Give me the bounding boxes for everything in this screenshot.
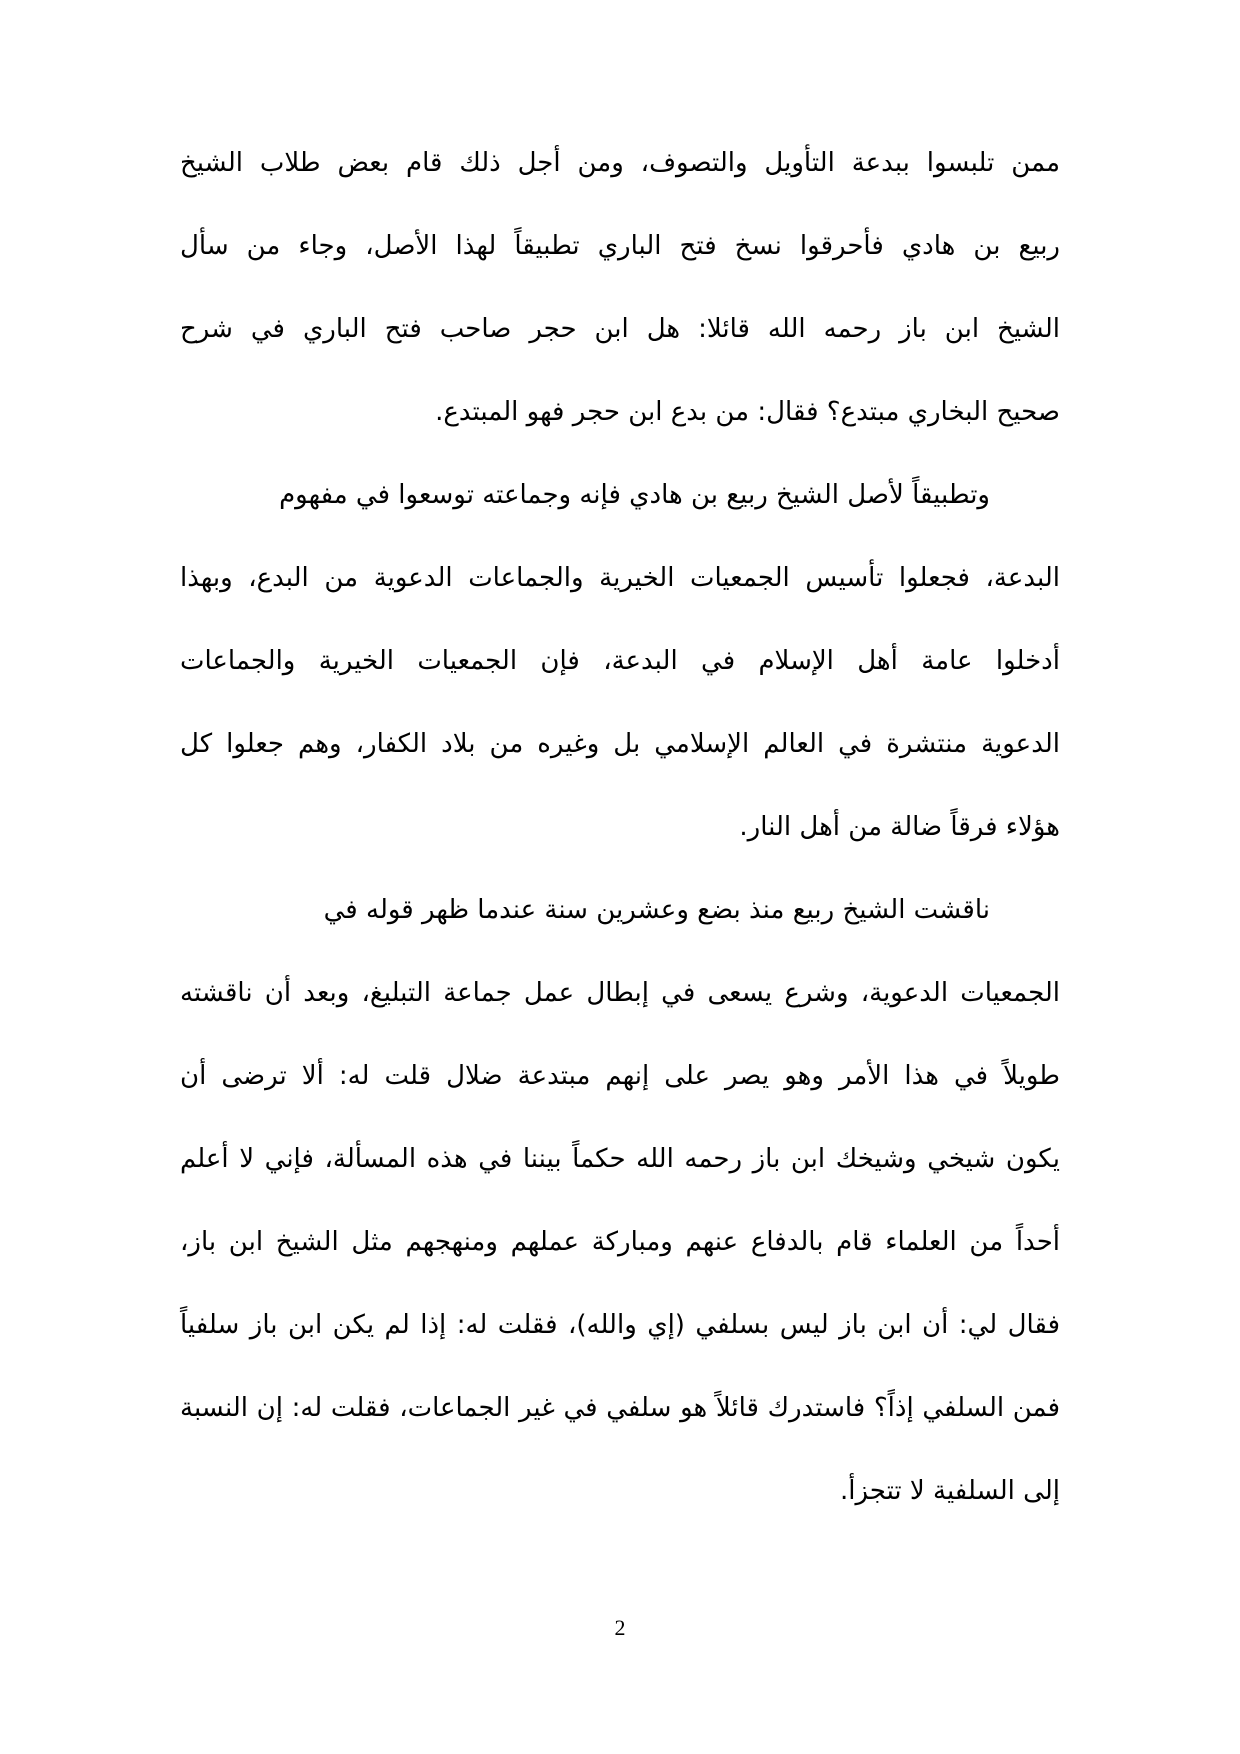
text-line-1: ممن تلبسوا ببدعة التأويل والتصوف، ومن أجل ذلك قام بعض طلاب الشيخ [180,148,1060,178]
text-line-17: إلى السلفية لا تتجزأ. [839,1476,1060,1506]
text-line-6: البدعة، فجعلوا تأسيس الجمعيات الخيرية والجماعات الدعوية من البدع، وبهذا [180,563,1060,593]
page-number: 2 [614,1615,626,1640]
text-line-14: أحداً من العلماء قام بالدفاع عنهم ومباركة عملهم ومنهجهم مثل الشيخ ابن باز، [180,1227,1060,1257]
text-line-15: فقال لي: أن ابن باز ليس بسلفي (إي والله)، فقلت له: إذا لم يكن ابن باز سلفياً [180,1310,1060,1340]
text-line-12: طويلاً في هذا الأمر وهو يصر على إنهم مبتدعة ضلال قلت له: ألا ترضى أن [180,1061,1060,1091]
text-line-8: الدعوية منتشرة في العالم الإسلامي بل وغيره من بلاد الكفار، وهم جعلوا كل [180,729,1060,759]
text-line-7: أدخلوا عامة أهل الإسلام في البدعة، فإن الجمعيات الخيرية والجماعات [180,646,1060,676]
body-text [180,143,1060,1554]
text-line-5: وتطبيقاً لأصل الشيخ ربيع بن هادي فإنه وجماعته توسعوا في مفهوم [279,480,990,510]
text-line-2: ربيع بن هادي فأحرقوا نسخ فتح الباري تطبيقاً لهذا الأصل، وجاء من سأل [180,231,1060,261]
text-line-13: يكون شيخي وشيخك ابن باز رحمه الله حكماً بيننا في هذه المسألة، فإني لا أعلم [180,1144,1060,1174]
text-line-4: صحيح البخاري مبتدع؟ فقال: من بدع ابن حجر فهو المبتدع. [435,397,1060,427]
text-line-10: ناقشت الشيخ ربيع منذ بضع وعشرين سنة عندما ظهر قوله في [323,895,990,925]
text-line-11: الجمعيات الدعوية، وشرع يسعى في إبطال عمل جماعة التبليغ، وبعد أن ناقشته [180,978,1060,1008]
text-line-16: فمن السلفي إذاً؟ فاستدرك قائلاً هو سلفي في غير الجماعات، فقلت له: إن النسبة [180,1393,1060,1423]
text-line-3: الشيخ ابن باز رحمه الله قائلا: هل ابن حجر صاحب فتح الباري في شرح [180,314,1060,344]
text-line-9: هؤلاء فرقاً ضالة من أهل النار. [739,812,1060,842]
